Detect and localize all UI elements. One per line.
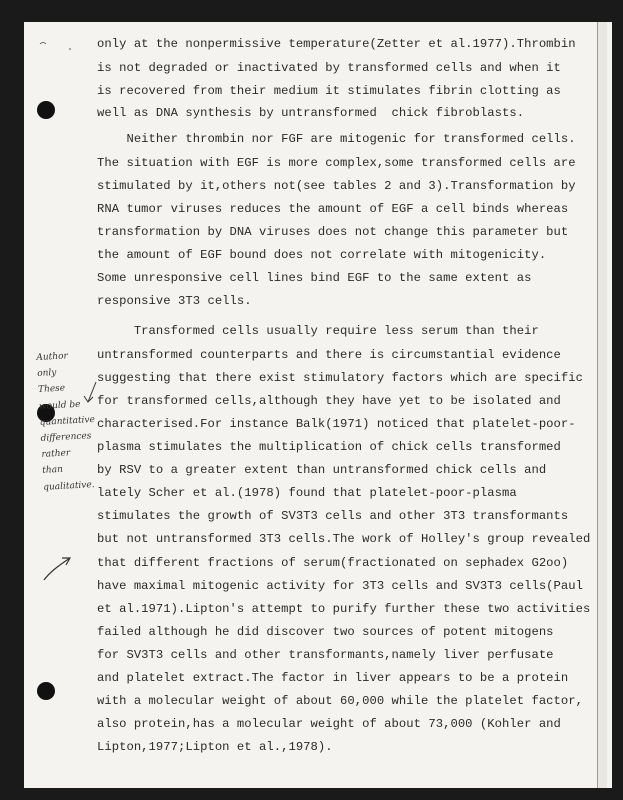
text-line: untransformed counterparts and there is circumstantial evidence xyxy=(97,348,561,362)
text-line: stimulates the growth of SV3T3 cells and other 3T3 transformants xyxy=(97,509,569,523)
note-line: would be xyxy=(38,399,81,412)
handwritten-margin-note xyxy=(36,347,104,496)
text-line: that different fractions of serum(fractionated on sephadex G2oo) xyxy=(97,556,569,570)
text-line: but not untransformed 3T3 cells.The work of Holley's group revealed xyxy=(97,532,591,546)
text-line: have maximal mitogenic activity for 3T3 cells and SV3T3 cells(Paul xyxy=(97,579,584,593)
note-line: rather xyxy=(41,448,71,461)
text-line: and platelet extract.The factor in liver appears to be a protein xyxy=(97,671,569,685)
note-line: quantitative xyxy=(39,414,96,428)
text-line: well as DNA synthesis by untransformed chick fibroblasts. xyxy=(97,106,525,120)
note-line: differences xyxy=(40,431,92,444)
text-line: Some unresponsive cell lines bind EGF to the same extent as xyxy=(97,271,532,285)
text-line: lately Scher et al.(1978) found that platelet-poor-plasma xyxy=(97,486,517,500)
note-line: These xyxy=(37,383,66,396)
text-line: responsive 3T3 cells. xyxy=(97,294,252,308)
text-line: RNA tumor viruses reduces the amount of EGF a cell binds whereas xyxy=(97,202,569,216)
text-line: by RSV to a greater extent than untransformed chick cells and xyxy=(97,463,547,477)
text-line: for transformed cells,although they have yet to be isolated and xyxy=(97,394,561,408)
punch-hole xyxy=(37,682,55,700)
text-line: The situation with EGF is more complex,some transformed cells are xyxy=(97,156,576,170)
text-line: suggesting that there exist stimulatory factors which are specific xyxy=(97,371,584,385)
note-line: qualitative. xyxy=(42,479,95,493)
text-line: for SV3T3 cells and other transformants,namely liver perfusate xyxy=(97,648,554,662)
punch-hole xyxy=(37,101,55,119)
text-line: is not degraded or inactivated by transformed cells and when it xyxy=(97,61,561,75)
text-line: stimulated by it,others not(see tables 2 and 3).Transformation by xyxy=(97,179,576,193)
text-line: also protein,has a molecular weight of about 73,000 (Kohler and xyxy=(97,717,561,731)
text-line: characterised.For instance Balk(1971) noticed that platelet-poor- xyxy=(97,417,576,431)
text-line: et al.1971).Lipton's attempt to purify further these two activities xyxy=(97,602,591,616)
text-line: the amount of EGF bound does not correlate with mitogenicity. xyxy=(97,248,547,262)
note-line: than xyxy=(42,465,64,477)
text-line: with a molecular weight of about 60,000 while the platelet factor, xyxy=(97,694,584,708)
text-line: Transformed cells usually require less serum than their xyxy=(97,324,539,338)
text-line: only at the nonpermissive temperature(Zetter et al.1977).Thrombin xyxy=(97,37,576,51)
page-edge xyxy=(597,22,607,788)
text-line: Neither thrombin nor FGF are mitogenic for transformed cells. xyxy=(97,132,576,146)
note-line: Author xyxy=(36,351,69,363)
text-line: failed although he did discover two sources of potent mitogens xyxy=(97,625,554,639)
text-line: is recovered from their medium it stimulates fibrin clotting as xyxy=(97,84,561,98)
text-line: Lipton,1977;Lipton et al.,1978). xyxy=(97,740,333,754)
note-line: only xyxy=(37,368,57,380)
text-line: plasma stimulates the multiplication of chick cells transformed xyxy=(97,440,561,454)
text-line: transformation by DNA viruses does not change this parameter but xyxy=(97,225,569,239)
